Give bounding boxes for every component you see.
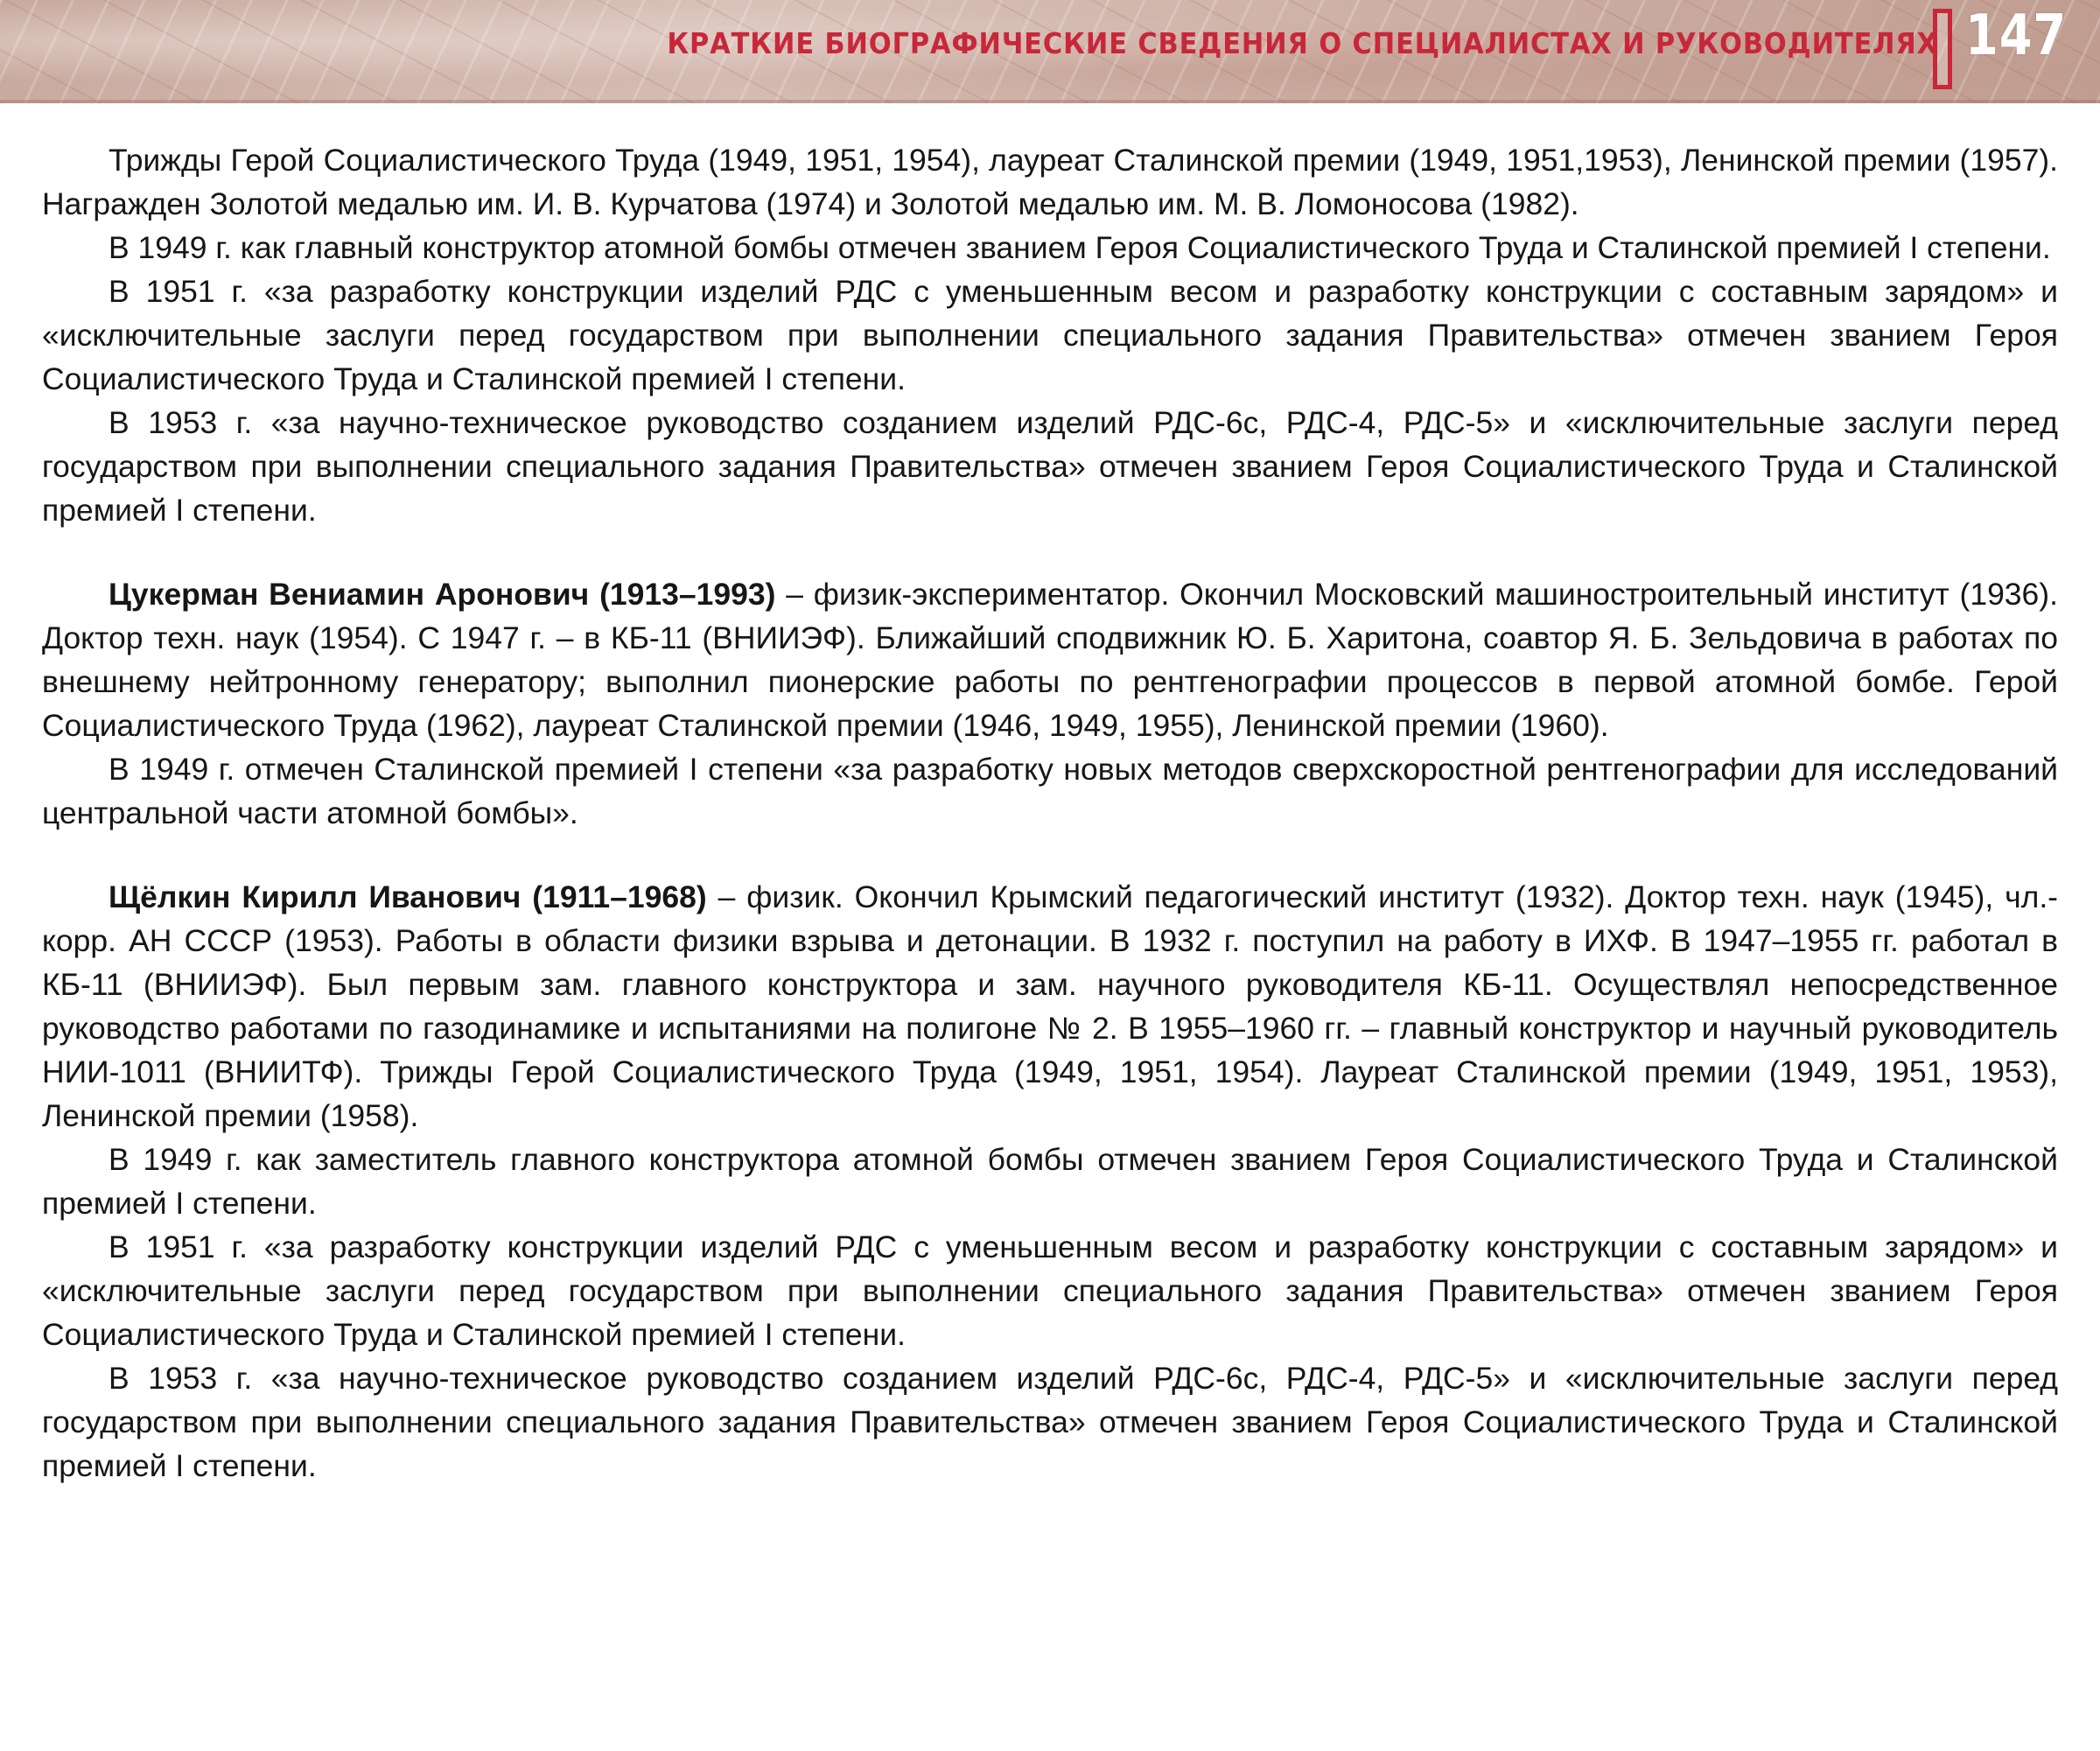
entry-tsukerman <box>42 572 2058 835</box>
entry-lead-paragraph <box>42 572 2058 747</box>
paragraph: В 1949 г. как заместитель главного конструктора атомной бомбы отмечен званием Героя Социалистического Труда и Сталинской премией I степени. <box>42 1142 2058 1221</box>
person-name: Цукерман Вениамин Аронович (1913–1993) <box>108 577 776 612</box>
page-marker <box>1933 9 1952 89</box>
page-header <box>0 0 2100 103</box>
paragraph: В 1951 г. «за разработку конструкции изделий РДС с уменьшенным весом и разработку конструкции с составным зарядом» и «исключительные заслуги перед государством при выполнении специального задания Правительства» отмечен званием Героя Социалистического Труда и Сталинской премией I степени. <box>42 1229 2058 1352</box>
paragraph: В 1949 г. отмечен Сталинской премией I степени «за разработку новых методов сверхскоростной рентгенографии для исследований центральной части атомной бомбы». <box>42 752 2058 830</box>
paragraph: В 1949 г. как главный конструктор атомной бомбы отмечен званием Героя Социалистического Труда и Сталинской премией I степени. <box>108 230 2051 265</box>
page-body <box>42 138 2058 1488</box>
entry-lead-text: – физик. Окончил Крымский педагогический институт (1932). Доктор техн. наук (1945), чл.-корр. АН СССР (1953). Работы в области физики взрыва и детонации. В 1932 г. поступил на работу в ИХФ. В 1947–1955 гг. работал в КБ-11 (ВНИИЭФ). Был первым зам. главного конструктора и зам. научного руководителя КБ-11. Осуществлял непосредственное руководство работами по газодинамике и испытаниями на полигоне № 2. В 1955–1960 гг. – главный конструктор и научный руководитель НИИ-1011 (ВНИИТФ). Трижды Герой Социалистического Труда (1949, 1951, 1954). Лауреат Сталинской премии (1949, 1951, 1953), Ленинской премии (1958). <box>42 879 2059 1133</box>
running-title: КРАТКИЕ БИОГРАФИЧЕСКИЕ СВЕДЕНИЯ О СПЕЦИАЛИСТАХ И РУКОВОДИТЕЛЯХ <box>667 26 1938 60</box>
paragraph: В 1953 г. «за научно-техническое руководство созданием изделий РДС-6с, РДС-4, РДС-5» и «исключительные заслуги перед государством при выполнении специального задания Правительства» отмечен званием Героя Социалистического Труда и Сталинской премией I степени. <box>42 1361 2058 1483</box>
paragraph: Трижды Герой Социалистического Труда (1949, 1951, 1954), лауреат Сталинской премии (1949, 1951,1953), Ленинской премии (1957). Награжден Золотой медалью им. И. В. Курчатова (1974) и Золотой медалью им. М. В. Ломоносова (1982). <box>42 143 2058 221</box>
entry-lead-text: – физик-экспериментатор. Окончил Московский машиностроительный институт (1936). Доктор техн. наук (1954). С 1947 г. – в КБ-11 (ВНИИЭФ). Ближайший сподвижник Ю. Б. Харитона, соавтор Я. Б. Зельдовича в работах по внешнему нейтронному генератору; выполнил пионерские работы по рентгенографии процессов в первой атомной бомбе. Герой Социалистического Труда (1962), лауреат Сталинской премии (1946, 1949, 1955), Ленинской премии (1960). <box>42 577 2058 743</box>
entry-shchelkin <box>42 875 2058 1488</box>
page-number: 147 <box>1965 4 2068 68</box>
paragraph: В 1953 г. «за научно-техническое руководство созданием изделий РДС-6с, РДС-4, РДС-5» и «исключительные заслуги перед государством при выполнении специального задания Правительства» отмечен званием Героя Социалистического Труда и Сталинской премией I степени. <box>42 405 2058 528</box>
entry-lead-paragraph <box>42 875 2058 1138</box>
entry-continuation <box>42 138 2058 532</box>
person-name: Щёлкин Кирилл Иванович (1911–1968) <box>108 879 707 914</box>
paragraph: В 1951 г. «за разработку конструкции изделий РДС с уменьшенным весом и разработку конструкции с составным зарядом» и «исключительные заслуги перед государством при выполнении специального задания Правительства» отмечен званием Героя Социалистического Труда и Сталинской премией I степени. <box>42 274 2058 396</box>
